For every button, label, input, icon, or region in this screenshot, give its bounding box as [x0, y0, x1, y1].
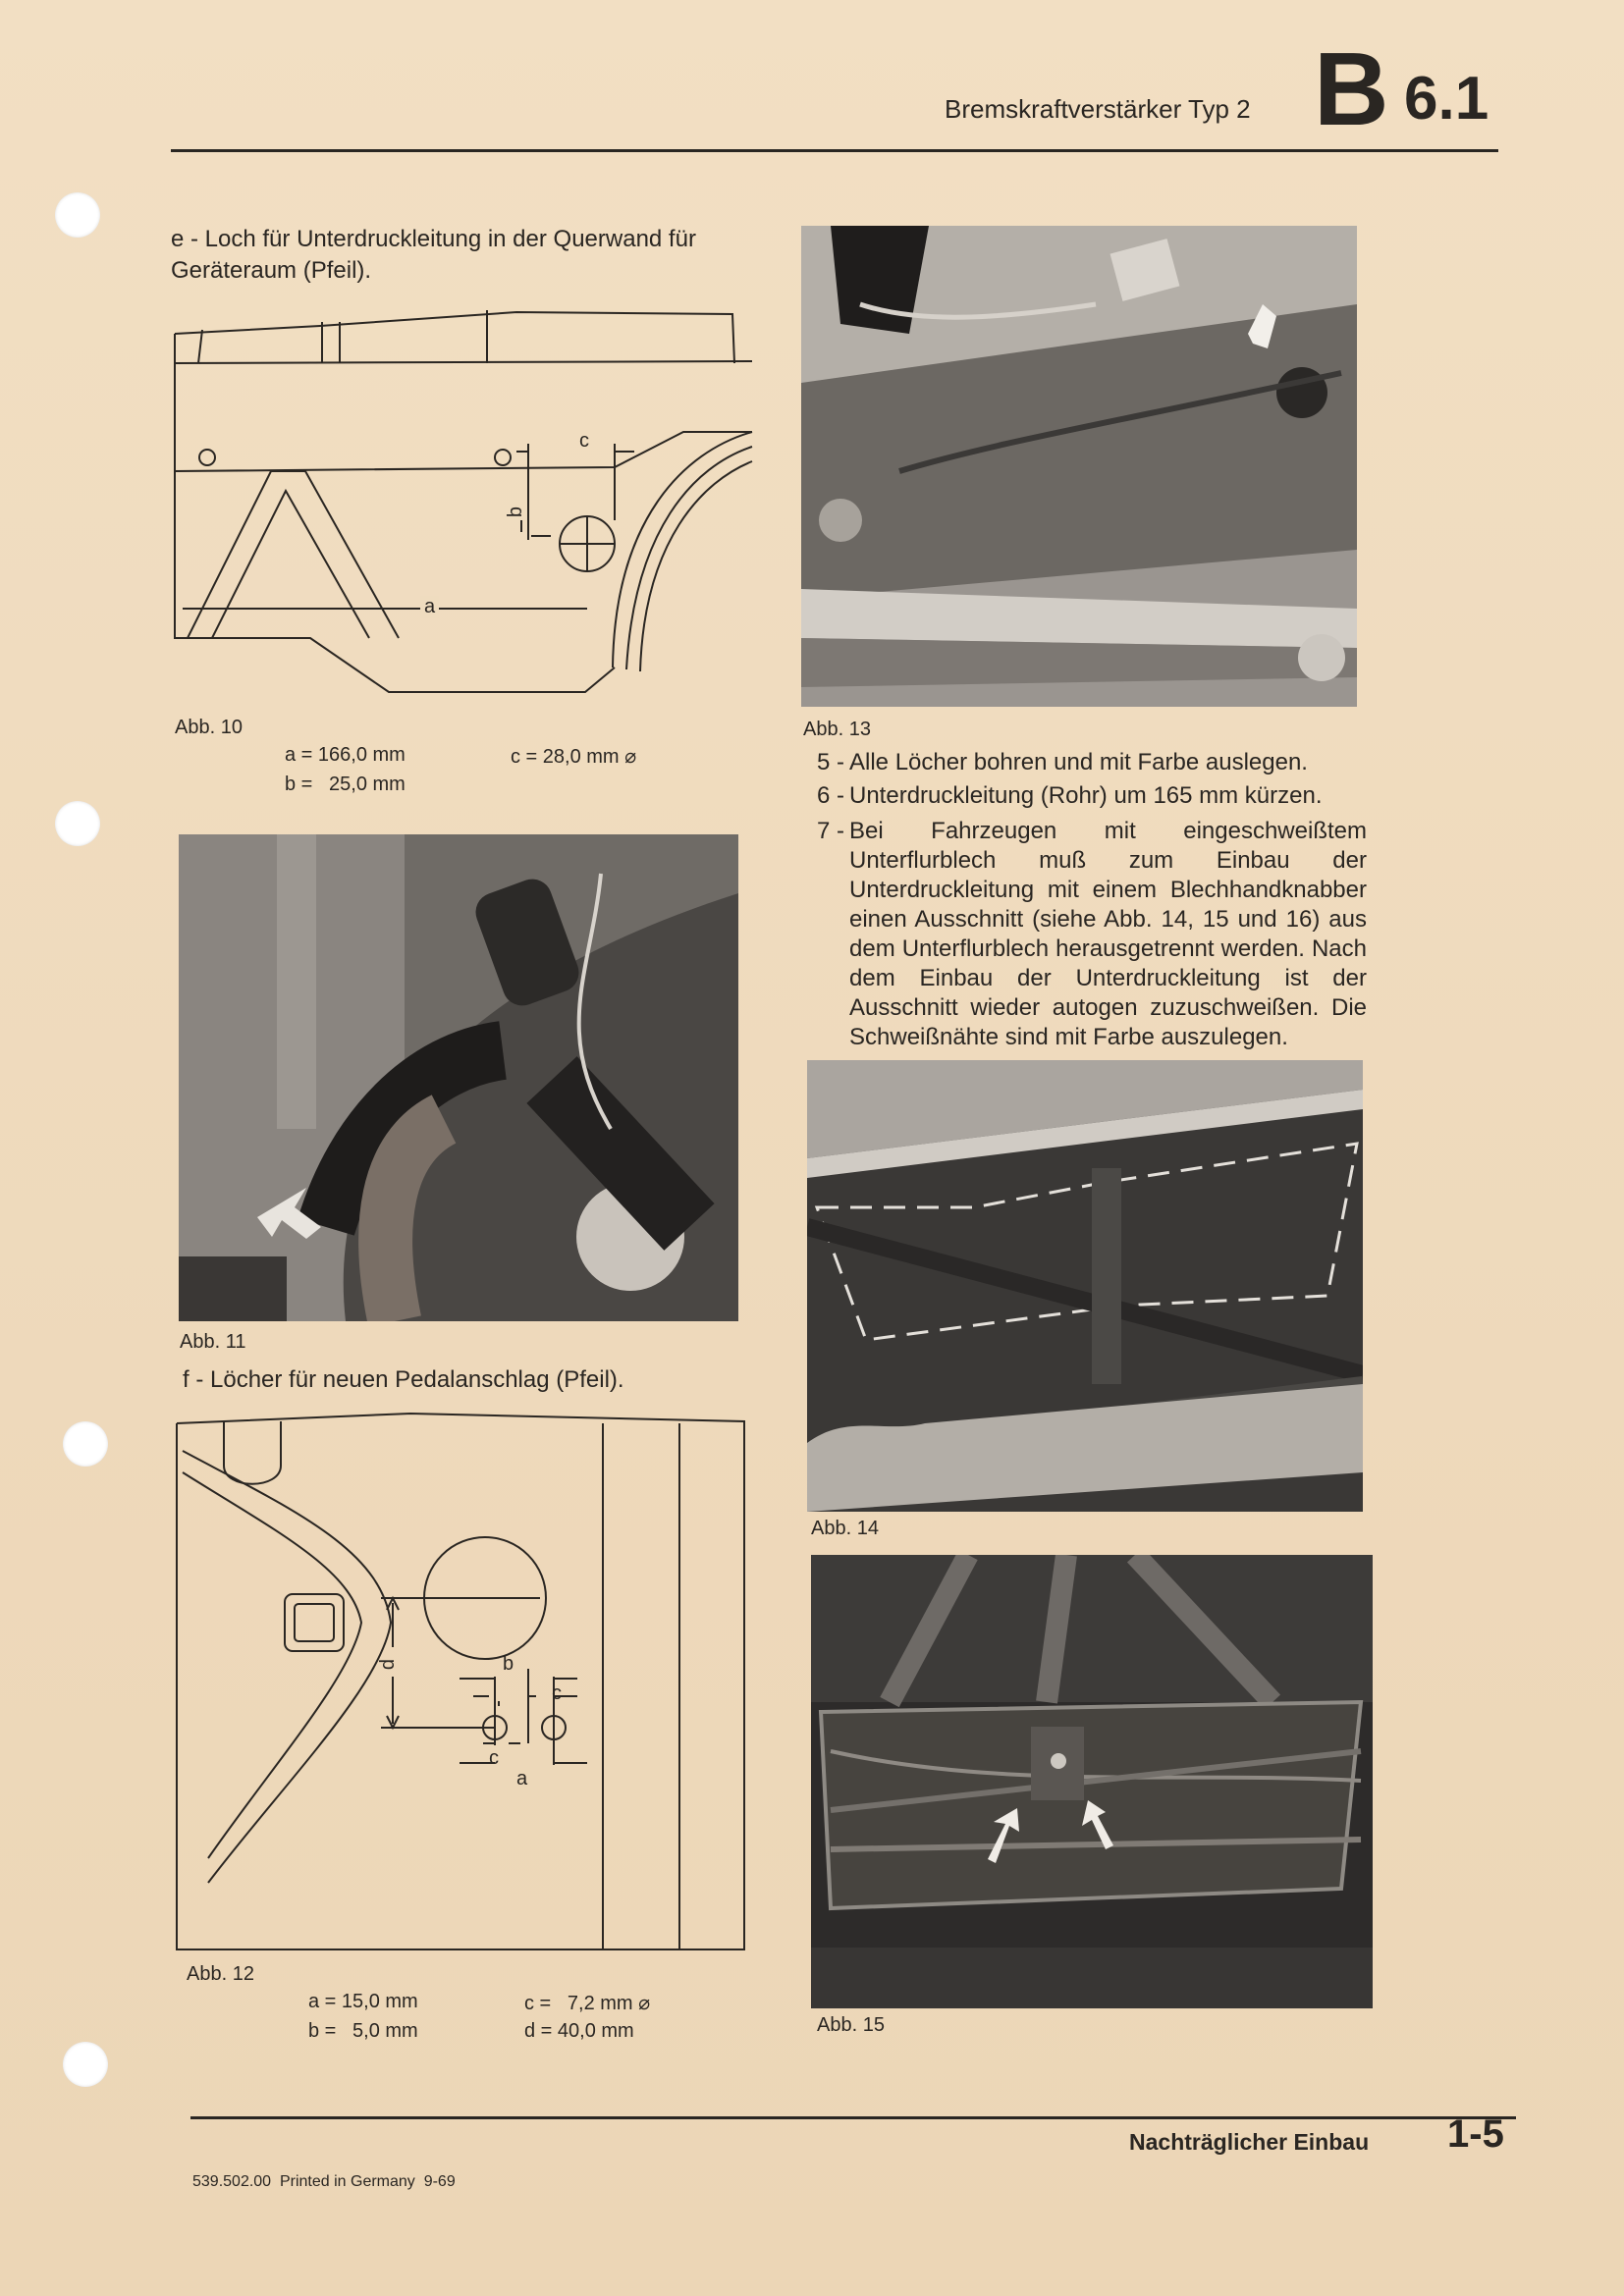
fig10-label-c: c — [579, 430, 589, 452]
punch-hole — [55, 192, 100, 238]
figure-14-caption: Abb. 14 — [811, 1518, 879, 1539]
figure-12-caption: Abb. 12 — [187, 1963, 254, 1985]
figure-12-drawing — [175, 1412, 746, 1951]
step-5-number: 5 - — [817, 749, 845, 775]
figure-11-photo — [179, 834, 738, 1321]
section-letter: B — [1314, 31, 1389, 147]
figure-10-drawing — [173, 304, 756, 697]
fig10-dim-a: a = 166,0 mm — [285, 744, 406, 766]
fig12-dim-b: b = 5,0 mm — [308, 2020, 418, 2042]
step-e-text: e - Loch für Unterdruckleitung in der Querwand für Geräteraum (Pfeil). — [171, 226, 696, 284]
punch-hole — [63, 2042, 108, 2087]
step-5 — [817, 748, 1367, 779]
step-6 — [817, 781, 1367, 813]
figure-13-photo — [801, 226, 1357, 707]
fig10-label-a: a — [420, 596, 439, 618]
step-6-text: Unterdruckleitung (Rohr) um 165 mm kürzen. — [849, 782, 1323, 809]
step-7-number: 7 - — [817, 818, 845, 844]
fig12-label-a: a — [516, 1768, 528, 1789]
fig12-dim-a: a = 15,0 mm — [308, 1991, 418, 2012]
fig10-label-b: b — [505, 506, 527, 518]
fig12-dim-d: d = 40,0 mm — [524, 2020, 634, 2042]
fig12-label-c-bottom: c — [489, 1747, 499, 1769]
figure-15-photo — [811, 1555, 1373, 2008]
header-rule — [171, 149, 1498, 152]
punch-hole — [55, 801, 100, 846]
fig12-label-d: d — [377, 1658, 400, 1671]
step-f-text: f - Löcher für neuen Pedalanschlag (Pfeil). — [183, 1366, 624, 1393]
fig12-label-b: b — [503, 1653, 514, 1675]
step-6-number: 6 - — [817, 782, 845, 809]
header-title: Bremskraftverstärker Typ 2 — [945, 94, 1251, 124]
fig10-dim-c: c = 28,0 mm ⌀ — [511, 746, 637, 768]
figure-14-photo — [807, 1060, 1363, 1512]
section-number: 6.1 — [1404, 65, 1489, 133]
step-5-text: Alle Löcher bohren und mit Farbe auslegen. — [849, 749, 1308, 775]
print-info: 539.502.00 Printed in Germany 9-69 — [192, 2173, 456, 2190]
page-number: 1-5 — [1447, 2112, 1504, 2156]
figure-13-caption: Abb. 13 — [803, 719, 871, 740]
step-7 — [817, 817, 1367, 1052]
punch-hole — [63, 1421, 108, 1467]
fig12-dim-c: c = 7,2 mm ⌀ — [524, 1993, 651, 2014]
fig10-dim-b: b = 25,0 mm — [285, 774, 406, 795]
fig12-label-c-top: c — [552, 1682, 562, 1704]
footer-title: Nachträglicher Einbau — [1129, 2129, 1370, 2155]
figure-11-caption: Abb. 11 — [180, 1331, 246, 1353]
step-7-text: Bei Fahrzeugen mit eingeschweißtem Unterflurblech muß zum Einbau der Unterdruckleitung mit einem Blechhandknabber einen Ausschnitt (siehe Abb. 14, 15 und 16) aus dem Unterflurblech herausgetrennt werden. Nach dem Einbau der Unterdruckleitung ist der Ausschnitt wieder autogen zuzuschweißen. Die Schweißnähte sind mit Farbe auszulegen. — [849, 818, 1367, 1050]
figure-10-caption: Abb. 10 — [175, 717, 243, 738]
footer-rule — [190, 2116, 1516, 2119]
figure-15-caption: Abb. 15 — [817, 2014, 885, 2036]
